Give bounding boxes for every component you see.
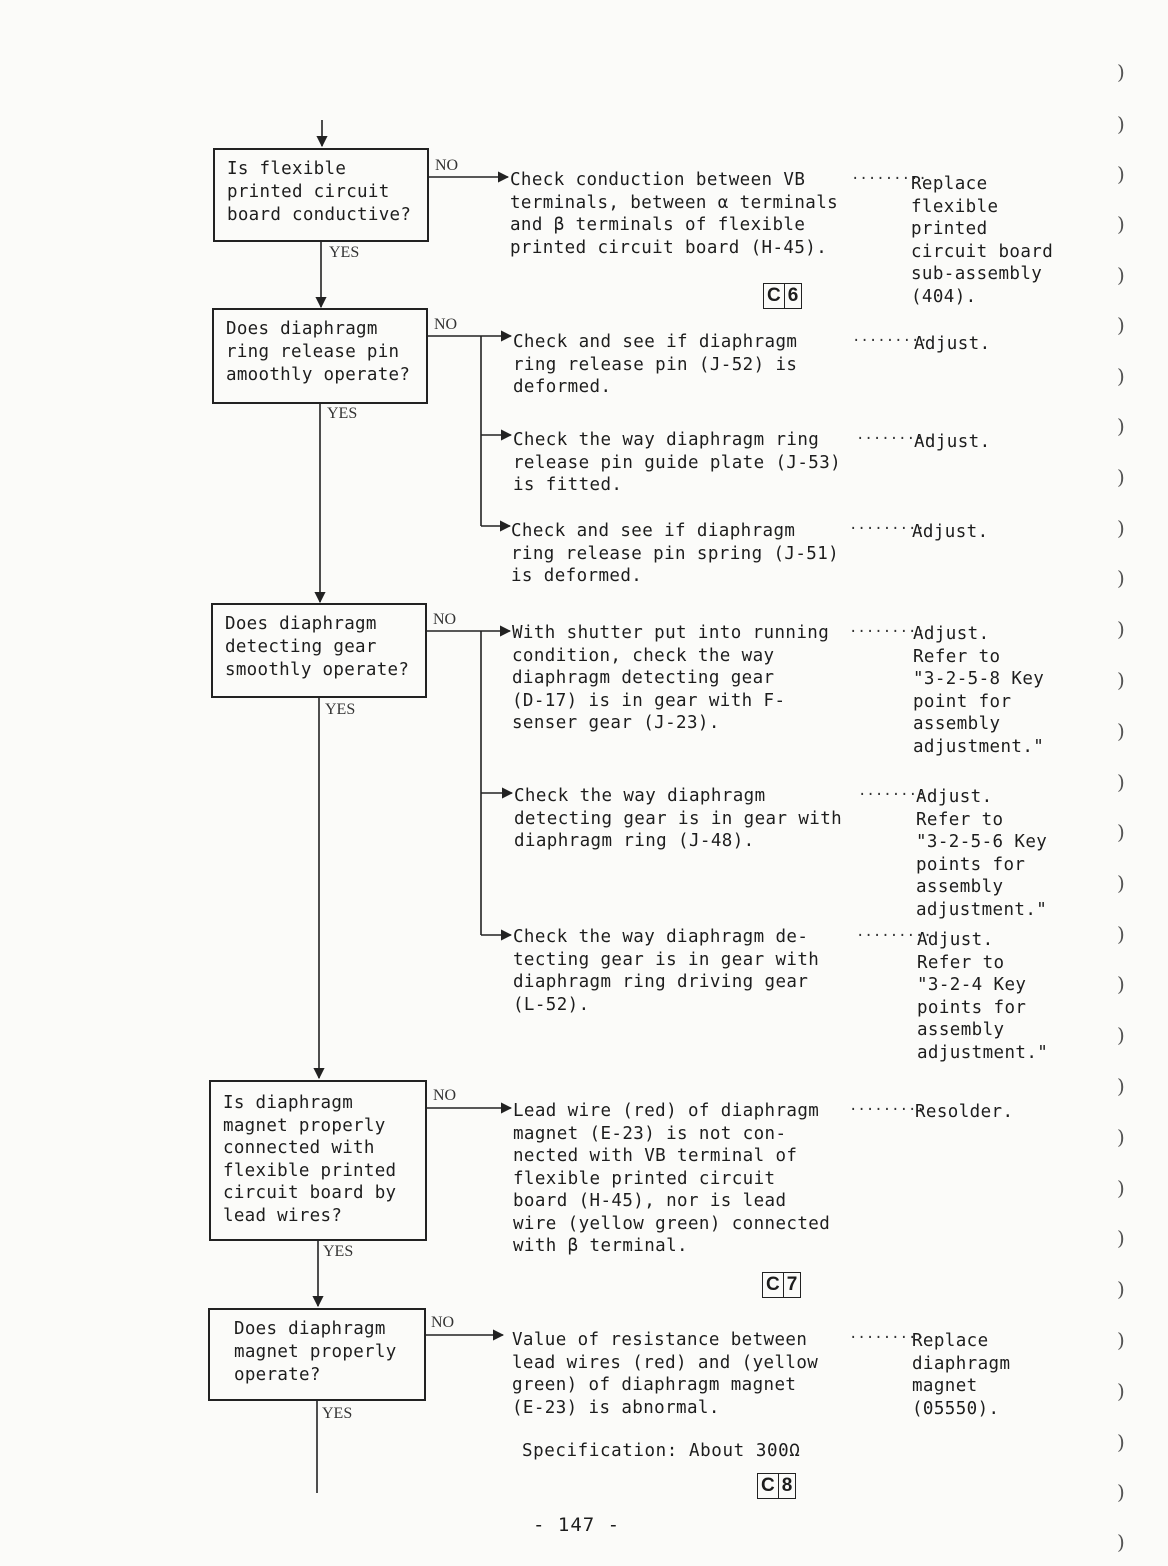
- question-box-5: Does diaphragm magnet properly operate?: [208, 1308, 426, 1401]
- binding-mark: ): [1117, 566, 1125, 590]
- binding-mark: ): [1117, 263, 1125, 287]
- binding-mark: ): [1117, 364, 1125, 388]
- binding-mark: ): [1117, 212, 1125, 236]
- binding-mark: ): [1117, 719, 1125, 743]
- reference-code-c6: [763, 283, 802, 309]
- dot-leader-4-1: ·········: [849, 1102, 925, 1118]
- dot-leader-3-2: ·········: [858, 787, 934, 803]
- binding-mark: ): [1117, 871, 1125, 895]
- action-text-3-2: Adjust. Refer to "3-2-5-6 Key points for assembly adjustment.": [916, 787, 1048, 920]
- binding-mark: ): [1117, 313, 1125, 337]
- binding-mark: ): [1117, 922, 1125, 946]
- dot-leader-3-3: ·········: [856, 928, 932, 944]
- check-text-5-1: Value of resistance between lead wires (red) and (yellow green) of diaphragm magnet (E-23) is abnormal.: [512, 1330, 819, 1418]
- check-text-3-3: Check the way diaphragm de- tecting gear is in gear with diaphragm ring driving gear (L-52).: [513, 927, 820, 1015]
- reference-letter: C: [761, 1475, 775, 1496]
- action-text-2-3: Adjust.: [912, 522, 989, 542]
- binding-mark: ): [1117, 1023, 1125, 1047]
- reference-letter: C: [767, 285, 781, 306]
- binding-mark: ): [1117, 770, 1125, 794]
- binding-mark: ): [1117, 162, 1125, 186]
- no-label-4: NO: [433, 1087, 457, 1104]
- binding-mark: ): [1117, 1430, 1125, 1454]
- no-label-1: NO: [435, 157, 459, 174]
- binding-mark: ): [1117, 1125, 1125, 1149]
- binding-mark: ): [1117, 820, 1125, 844]
- binding-mark: ): [1117, 414, 1125, 438]
- action-text-3-3: Adjust. Refer to "3-2-4 Key points for assembly adjustment.": [917, 930, 1049, 1063]
- check-text-2-1: Check and see if diaphragm ring release pin (J-52) is deformed.: [513, 332, 798, 397]
- binding-mark: ): [1117, 465, 1125, 489]
- binding-mark: ): [1117, 668, 1125, 692]
- action-text-3-1: Adjust. Refer to "3-2-5-8 Key point for assembly adjustment.": [913, 624, 1045, 757]
- yes-label-2: YES: [327, 405, 358, 422]
- binding-mark: ): [1117, 1480, 1125, 1504]
- binding-mark: ): [1117, 516, 1125, 540]
- binding-mark: ): [1117, 1379, 1125, 1403]
- check-text-1-1: Check conduction between VB terminals, between α terminals and β terminals of flexible printed circuit board (H-45).: [510, 170, 839, 258]
- binding-mark: ): [1117, 617, 1125, 641]
- check-text-2-2: Check the way diaphragm ring release pin guide plate (J-53) is fitted.: [513, 430, 842, 495]
- reference-letter: C: [766, 1274, 780, 1295]
- question-box-4: Is diaphragm magnet properly connected with flexible printed circuit board by lead wires?: [209, 1080, 427, 1241]
- reference-number: 8: [778, 1474, 796, 1498]
- dot-leader-2-1: ·········: [852, 333, 928, 349]
- question-box-2: Does diaphragm ring release pin amoothly operate?: [212, 308, 428, 404]
- question-box-1: Is flexible printed circuit board conductive?: [213, 148, 429, 242]
- specification-text: Specification: About 300Ω: [522, 1441, 801, 1461]
- yes-label-3: YES: [325, 701, 356, 718]
- check-text-4-1: Lead wire (red) of diaphragm magnet (E-23) is not con- nected with VB terminal of flexible printed circuit board (H-45), nor is lead wire (yellow green) connected with β terminal.: [513, 1101, 831, 1256]
- binding-mark: ): [1117, 1226, 1125, 1250]
- binding-mark: ): [1117, 1328, 1125, 1352]
- check-text-3-2: Check the way diaphragm detecting gear is in gear with diaphragm ring (J-48).: [514, 786, 843, 851]
- dot-leader-2-3: ·········: [849, 521, 925, 537]
- yes-label-4: YES: [323, 1243, 354, 1260]
- binding-mark: ): [1117, 60, 1125, 84]
- dot-leader-5-1: ·········: [849, 1330, 925, 1346]
- page-number: - 147 -: [533, 1514, 621, 1536]
- dot-leader-2-2: ·········: [856, 431, 932, 447]
- reference-code-c8: [757, 1473, 796, 1499]
- binding-mark: ): [1117, 112, 1125, 136]
- binding-mark: ): [1117, 972, 1125, 996]
- reference-number: 7: [783, 1273, 801, 1297]
- dot-leader-1-1: ·········: [851, 171, 927, 187]
- binding-mark: ): [1117, 1074, 1125, 1098]
- question-box-3: Does diaphragm detecting gear smoothly operate?: [211, 603, 427, 698]
- action-text-2-2: Adjust.: [914, 432, 991, 452]
- action-text-1-1: Replace flexible printed circuit board sub-assembly (404).: [911, 174, 1054, 307]
- yes-label-1: YES: [329, 244, 360, 261]
- reference-number: 6: [784, 284, 802, 308]
- action-text-2-1: Adjust.: [914, 334, 991, 354]
- dot-leader-3-1: ·········: [849, 624, 925, 640]
- binding-mark: ): [1117, 1277, 1125, 1301]
- check-text-3-1: With shutter put into running condition, check the way diaphragm detecting gear (D-17) is in gear with F- senser gear (J-23).: [512, 623, 830, 733]
- yes-label-5: YES: [322, 1405, 353, 1422]
- no-label-3: NO: [433, 611, 457, 628]
- no-label-2: NO: [434, 316, 458, 333]
- binding-mark: ): [1117, 1530, 1125, 1554]
- reference-code-c7: [762, 1272, 801, 1298]
- action-text-5-1: Replace diaphragm magnet (05550).: [912, 1331, 1011, 1419]
- binding-mark: ): [1117, 1176, 1125, 1200]
- no-label-5: NO: [431, 1314, 455, 1331]
- action-text-4-1: Resolder.: [915, 1102, 1014, 1122]
- check-text-2-3: Check and see if diaphragm ring release pin spring (J-51) is deformed.: [511, 521, 840, 586]
